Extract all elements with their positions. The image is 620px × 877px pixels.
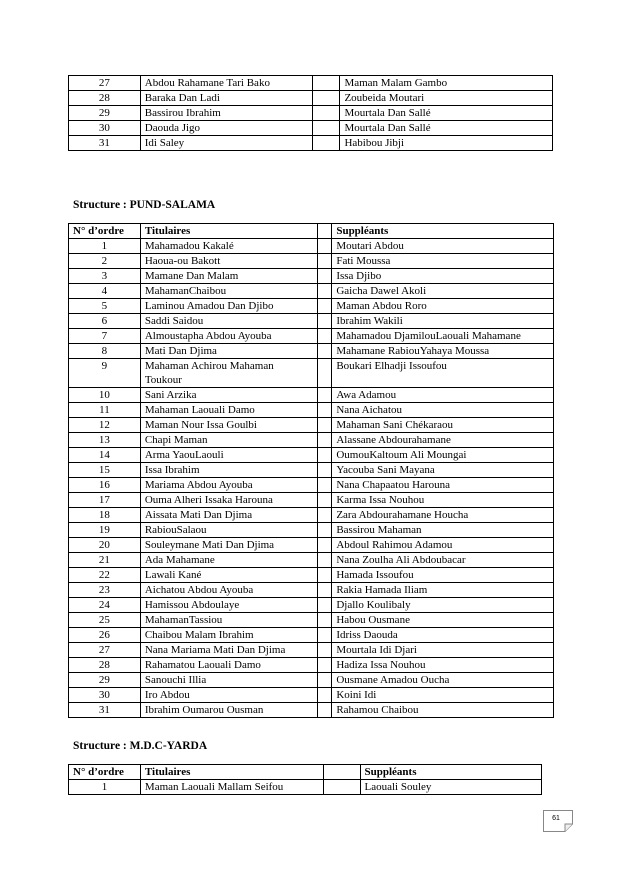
table-row bbox=[69, 284, 554, 299]
titulaire-name: Nana Mariama Mati Dan Djima bbox=[140, 643, 317, 658]
suppleant-name: Mahaman Sani Chékaraou bbox=[332, 418, 554, 433]
spacer-cell bbox=[317, 448, 332, 463]
table-row bbox=[69, 673, 554, 688]
table-row bbox=[69, 568, 554, 583]
table-row bbox=[69, 703, 554, 718]
titulaire-name: Haoua-ou Bakott bbox=[140, 254, 317, 269]
suppleant-name: Nana Aichatou bbox=[332, 403, 554, 418]
suppleant-name: Zara Abdourahamane Houcha bbox=[332, 508, 554, 523]
spacer-cell bbox=[317, 688, 332, 703]
spacer-cell bbox=[317, 553, 332, 568]
table-row bbox=[69, 613, 554, 628]
page-number: 61 bbox=[552, 815, 560, 822]
titulaire-name: Daouda Jigo bbox=[140, 121, 312, 136]
table-row bbox=[69, 478, 554, 493]
titulaire-name: Souleymane Mati Dan Djima bbox=[140, 538, 317, 553]
titulaire-name: Idi Saley bbox=[140, 136, 312, 151]
section-title-mdc-yarda: Structure : M.D.C-YARDA bbox=[73, 740, 208, 752]
row-number: 31 bbox=[69, 136, 141, 151]
titulaire-name: Hamissou Abdoulaye bbox=[140, 598, 317, 613]
spacer-cell bbox=[317, 224, 332, 239]
header-suppleants: Suppléants bbox=[332, 224, 554, 239]
titulaire-name: Maman Nour Issa Goulbi bbox=[140, 418, 317, 433]
table-mdc-yarda bbox=[68, 764, 542, 795]
spacer-cell bbox=[317, 538, 332, 553]
row-number: 29 bbox=[69, 106, 141, 121]
titulaire-name: Mamane Dan Malam bbox=[140, 269, 317, 284]
spacer-cell bbox=[312, 76, 340, 91]
header-num: N° d’ordre bbox=[69, 224, 141, 239]
table-row bbox=[69, 643, 554, 658]
row-number: 30 bbox=[69, 121, 141, 136]
row-number: 4 bbox=[69, 284, 141, 299]
suppleant-name: Djallo Koulibaly bbox=[332, 598, 554, 613]
table-row bbox=[69, 553, 554, 568]
section-title-pund-salama: Structure : PUND-SALAMA bbox=[73, 199, 216, 211]
row-number: 1 bbox=[69, 239, 141, 254]
row-number: 5 bbox=[69, 299, 141, 314]
spacer-cell bbox=[317, 329, 332, 344]
header-num: N° d’ordre bbox=[69, 765, 141, 780]
table-row bbox=[69, 418, 554, 433]
table-pund-salama bbox=[68, 223, 554, 718]
titulaire-name: Mati Dan Djima bbox=[140, 344, 317, 359]
suppleant-name: Habibou Jibji bbox=[340, 136, 553, 151]
table-row bbox=[69, 523, 554, 538]
suppleant-name: Fati Moussa bbox=[332, 254, 554, 269]
row-number: 12 bbox=[69, 418, 141, 433]
table-row bbox=[69, 780, 542, 795]
suppleant-name: OumouKaltoum Ali Moungai bbox=[332, 448, 554, 463]
row-number: 30 bbox=[69, 688, 141, 703]
titulaire-name: MahamanChaibou bbox=[140, 284, 317, 299]
row-number: 28 bbox=[69, 658, 141, 673]
row-number: 14 bbox=[69, 448, 141, 463]
suppleant-name: Idriss Daouda bbox=[332, 628, 554, 643]
titulaire-name: Chapi Maman bbox=[140, 433, 317, 448]
suppleant-name: Moutari Abdou bbox=[332, 239, 554, 254]
suppleant-name: Maman Malam Gambo bbox=[340, 76, 553, 91]
spacer-cell bbox=[317, 508, 332, 523]
spacer-cell bbox=[317, 344, 332, 359]
spacer-cell bbox=[317, 239, 332, 254]
spacer-cell bbox=[317, 703, 332, 718]
table-row bbox=[69, 388, 554, 403]
table-row bbox=[69, 433, 554, 448]
suppleant-name: Ibrahim Wakili bbox=[332, 314, 554, 329]
row-number: 16 bbox=[69, 478, 141, 493]
row-number: 10 bbox=[69, 388, 141, 403]
spacer-cell bbox=[317, 523, 332, 538]
row-number: 29 bbox=[69, 673, 141, 688]
suppleant-name: Nana Zoulha Ali Abdoubacar bbox=[332, 553, 554, 568]
table-row bbox=[69, 269, 554, 284]
suppleant-name: Rakia Hamada Iliam bbox=[332, 583, 554, 598]
titulaire-name: Ada Mahamane bbox=[140, 553, 317, 568]
spacer-cell bbox=[312, 106, 340, 121]
suppleant-name: Maman Abdou Roro bbox=[332, 299, 554, 314]
suppleant-name: Awa Adamou bbox=[332, 388, 554, 403]
spacer-cell bbox=[323, 780, 360, 795]
table-row bbox=[69, 538, 554, 553]
spacer-cell bbox=[317, 643, 332, 658]
titulaire-name: Issa Ibrahim bbox=[140, 463, 317, 478]
spacer-cell bbox=[317, 433, 332, 448]
row-number: 24 bbox=[69, 598, 141, 613]
spacer-cell bbox=[317, 673, 332, 688]
titulaire-name: Ouma Alheri Issaka Harouna bbox=[140, 493, 317, 508]
spacer-cell bbox=[317, 254, 332, 269]
suppleant-name: Mourtala Dan Sallé bbox=[340, 106, 553, 121]
suppleant-name: Hamada Issoufou bbox=[332, 568, 554, 583]
suppleant-name: Zoubeida Moutari bbox=[340, 91, 553, 106]
titulaire-name: Bassirou Ibrahim bbox=[140, 106, 312, 121]
spacer-cell bbox=[317, 568, 332, 583]
table-row bbox=[69, 658, 554, 673]
titulaire-name: Sani Arzika bbox=[140, 388, 317, 403]
titulaire-name: Chaibou Malam Ibrahim bbox=[140, 628, 317, 643]
spacer-cell bbox=[317, 388, 332, 403]
table-row bbox=[69, 359, 554, 388]
titulaire-name: Mariama Abdou Ayouba bbox=[140, 478, 317, 493]
suppleant-name: Mahamane RabiouYahaya Moussa bbox=[332, 344, 554, 359]
table-row bbox=[69, 76, 553, 91]
suppleant-name: Issa Djibo bbox=[332, 269, 554, 284]
table-row bbox=[69, 106, 553, 121]
row-number: 18 bbox=[69, 508, 141, 523]
spacer-cell bbox=[317, 628, 332, 643]
row-number: 8 bbox=[69, 344, 141, 359]
page-number-badge bbox=[543, 810, 573, 832]
suppleant-name: Mahamadou DjamilouLaouali Mahamane bbox=[332, 329, 554, 344]
row-number: 2 bbox=[69, 254, 141, 269]
suppleant-name: Rahamou Chaibou bbox=[332, 703, 554, 718]
suppleant-name: Mourtala Dan Sallé bbox=[340, 121, 553, 136]
suppleant-name: Nana Chapaatou Harouna bbox=[332, 478, 554, 493]
spacer-cell bbox=[312, 121, 340, 136]
suppleant-name: Yacouba Sani Mayana bbox=[332, 463, 554, 478]
titulaire-name: Sanouchi Illia bbox=[140, 673, 317, 688]
suppleant-name: Alassane Abdourahamane bbox=[332, 433, 554, 448]
suppleant-name: Abdoul Rahimou Adamou bbox=[332, 538, 554, 553]
row-number: 20 bbox=[69, 538, 141, 553]
spacer-cell bbox=[317, 314, 332, 329]
table-row bbox=[69, 628, 554, 643]
suppleant-name: Habou Ousmane bbox=[332, 613, 554, 628]
row-number: 26 bbox=[69, 628, 141, 643]
spacer-cell bbox=[317, 478, 332, 493]
table-row bbox=[69, 121, 553, 136]
titulaire-name: RabiouSalaou bbox=[140, 523, 317, 538]
row-number: 17 bbox=[69, 493, 141, 508]
spacer-cell bbox=[312, 136, 340, 151]
header-titulaires: Titulaires bbox=[140, 224, 317, 239]
titulaire-name: Mahaman Achirou Mahaman Toukour bbox=[140, 359, 317, 388]
spacer-cell bbox=[317, 359, 332, 388]
suppleant-name: Gaicha Dawel Akoli bbox=[332, 284, 554, 299]
row-number: 11 bbox=[69, 403, 141, 418]
table-row bbox=[69, 314, 554, 329]
titulaire-name: Lawali Kané bbox=[140, 568, 317, 583]
spacer-cell bbox=[317, 598, 332, 613]
row-number: 23 bbox=[69, 583, 141, 598]
spacer-cell bbox=[317, 583, 332, 598]
row-number: 28 bbox=[69, 91, 141, 106]
titulaire-name: Aichatou Abdou Ayouba bbox=[140, 583, 317, 598]
titulaire-name: Ibrahim Oumarou Ousman bbox=[140, 703, 317, 718]
table-row bbox=[69, 508, 554, 523]
titulaire-name: Arma YaouLaouli bbox=[140, 448, 317, 463]
titulaire-name: Almoustapha Abdou Ayouba bbox=[140, 329, 317, 344]
row-number: 27 bbox=[69, 643, 141, 658]
spacer-cell bbox=[317, 403, 332, 418]
table-row bbox=[69, 463, 554, 478]
table-row bbox=[69, 254, 554, 269]
spacer-cell bbox=[317, 658, 332, 673]
row-number: 22 bbox=[69, 568, 141, 583]
titulaire-name: Rahamatou Laouali Damo bbox=[140, 658, 317, 673]
table-header-row bbox=[69, 224, 554, 239]
row-number: 6 bbox=[69, 314, 141, 329]
header-suppleants: Suppléants bbox=[360, 765, 541, 780]
titulaire-name: Saddi Saidou bbox=[140, 314, 317, 329]
suppleant-name: Karma Issa Nouhou bbox=[332, 493, 554, 508]
row-number: 31 bbox=[69, 703, 141, 718]
titulaire-name: Baraka Dan Ladi bbox=[140, 91, 312, 106]
suppleant-name: Hadiza Issa Nouhou bbox=[332, 658, 554, 673]
titulaire-name: Iro Abdou bbox=[140, 688, 317, 703]
row-number: 9 bbox=[69, 359, 141, 388]
row-number: 7 bbox=[69, 329, 141, 344]
table-continuation bbox=[68, 75, 553, 151]
suppleant-name: Koini Idi bbox=[332, 688, 554, 703]
spacer-cell bbox=[317, 613, 332, 628]
spacer-cell bbox=[323, 765, 360, 780]
row-number: 15 bbox=[69, 463, 141, 478]
titulaire-name: Aissata Mati Dan Djima bbox=[140, 508, 317, 523]
row-number: 3 bbox=[69, 269, 141, 284]
table-row bbox=[69, 583, 554, 598]
titulaire-name: MahamanTassiou bbox=[140, 613, 317, 628]
table-row bbox=[69, 448, 554, 463]
titulaire-name: Abdou Rahamane Tari Bako bbox=[140, 76, 312, 91]
table-row bbox=[69, 299, 554, 314]
table-row bbox=[69, 344, 554, 359]
spacer-cell bbox=[317, 493, 332, 508]
titulaire-name: Mahaman Laouali Damo bbox=[140, 403, 317, 418]
row-number: 27 bbox=[69, 76, 141, 91]
header-titulaires: Titulaires bbox=[140, 765, 323, 780]
table-row bbox=[69, 598, 554, 613]
row-number: 1 bbox=[69, 780, 141, 795]
table-row bbox=[69, 91, 553, 106]
spacer-cell bbox=[317, 418, 332, 433]
spacer-cell bbox=[317, 284, 332, 299]
suppleant-name: Mourtala Idi Djari bbox=[332, 643, 554, 658]
table-row bbox=[69, 136, 553, 151]
table-row bbox=[69, 239, 554, 254]
suppleant-name: Ousmane Amadou Oucha bbox=[332, 673, 554, 688]
table-row bbox=[69, 493, 554, 508]
row-number: 25 bbox=[69, 613, 141, 628]
suppleant-name: Bassirou Mahaman bbox=[332, 523, 554, 538]
spacer-cell bbox=[317, 299, 332, 314]
suppleant-name: Laouali Souley bbox=[360, 780, 541, 795]
titulaire-name: Laminou Amadou Dan Djibo bbox=[140, 299, 317, 314]
row-number: 19 bbox=[69, 523, 141, 538]
suppleant-name: Boukari Elhadji Issoufou bbox=[332, 359, 554, 388]
table-row bbox=[69, 329, 554, 344]
spacer-cell bbox=[312, 91, 340, 106]
spacer-cell bbox=[317, 269, 332, 284]
titulaire-name: Mahamadou Kakalé bbox=[140, 239, 317, 254]
row-number: 13 bbox=[69, 433, 141, 448]
table-row bbox=[69, 688, 554, 703]
row-number: 21 bbox=[69, 553, 141, 568]
table-header-row bbox=[69, 765, 542, 780]
table-row bbox=[69, 403, 554, 418]
titulaire-name: Maman Laouali Mallam Seifou bbox=[140, 780, 323, 795]
spacer-cell bbox=[317, 463, 332, 478]
